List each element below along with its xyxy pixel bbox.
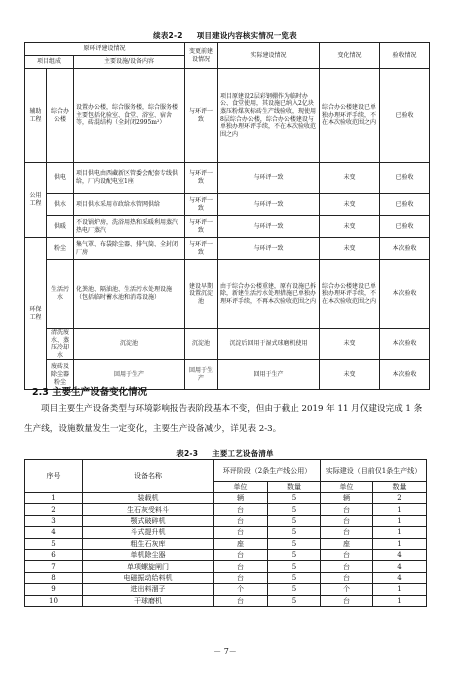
table-row — [25, 561, 427, 572]
row-office-change: 综合办公楼建设已单独办理环评手续，不在本次验收范围之内 — [320, 69, 380, 163]
equipment-unit1: 座 — [214, 538, 268, 549]
equipment-name: 单机除尘器 — [83, 549, 214, 560]
row-waste-accept: 本次验收 — [380, 360, 430, 390]
equipment-qty2: 1 — [373, 527, 427, 538]
equipment-qty1: 5 — [268, 561, 321, 572]
row-dust-actual: 与环评一致 — [218, 238, 320, 260]
row-sewage-build: 建设早期设置沉淀池 — [185, 260, 218, 329]
equipment-no: 3 — [25, 515, 83, 526]
row-dust-name: 粉尘 — [47, 238, 74, 260]
equipment-name: 干球磨机 — [83, 595, 214, 606]
equipment-qty2: 1 — [373, 515, 427, 526]
table-row — [25, 584, 427, 595]
equipment-qty1: 5 — [268, 504, 321, 515]
header-actual: 实际建设情况 — [218, 43, 320, 69]
table-row — [25, 515, 427, 526]
equipment-qty1: 5 — [268, 527, 321, 538]
project-content-table — [24, 42, 430, 390]
equipment-unit2: 台 — [321, 595, 373, 606]
equipment-qty1: 5 — [268, 595, 321, 606]
equipment-unit1: 台 — [214, 549, 268, 560]
equipment-unit1: 个 — [214, 584, 268, 595]
header-change: 变化情况 — [320, 43, 380, 69]
row-dust-accept: 本次验收 — [380, 238, 430, 260]
equipment-qty1: 5 — [268, 515, 321, 526]
row-sewage-actual: 由于综合办公楼重建，原有设施已拆除，新建生活污水处理措施已单独办理环评手续，不再本次验收范围之内 — [218, 260, 320, 329]
row-water-accept: 已验收 — [380, 194, 430, 216]
header-name: 设备名称 — [83, 460, 214, 493]
equipment-qty1: 5 — [268, 538, 321, 549]
equipment-qty2: 4 — [373, 549, 427, 560]
header-accept: 验收情况 — [380, 43, 430, 69]
equipment-qty2: 1 — [373, 595, 427, 606]
row-sewage-main: 化粪池、隔油池、生活污水处理设施（包括临时蓄水池和消毒设施） — [74, 260, 185, 329]
equipment-unit2: 辆 — [321, 493, 373, 504]
equipment-unit1: 台 — [214, 515, 268, 526]
group-aux: 辅助工程 — [25, 69, 47, 163]
row-waste-name: 废砖及除尘器粉尘 — [47, 360, 74, 390]
row-power-change: 未变 — [320, 163, 380, 194]
header-project-group: 项目组成 — [25, 56, 74, 69]
equipment-qty1: 5 — [268, 549, 321, 560]
row-dust-change: 未变 — [320, 238, 380, 260]
row-water-build: 与环评一致 — [185, 194, 218, 216]
page-number: － 7－ — [213, 647, 237, 656]
equipment-unit2: 台 — [321, 527, 373, 538]
row-wash-accept: 本次验收 — [380, 329, 430, 360]
row-water-name: 供水 — [47, 194, 74, 216]
row-wash-name: 清洗废水、蒸压冷却水 — [47, 329, 74, 360]
header-qty-actual: 数量 — [373, 482, 427, 493]
table-row — [25, 572, 427, 583]
equipment-table — [24, 459, 427, 607]
table2-caption-title: 主要工艺设备清单 — [212, 449, 274, 458]
row-heat-accept: 已验收 — [380, 216, 430, 238]
header-eia-stage: 环评阶段（2条生产线公用） — [214, 460, 321, 482]
row-office-build: 与环评一致 — [185, 69, 218, 163]
equipment-name: 粗生石灰库 — [83, 538, 214, 549]
row-wash-actual: 沉淀后回用于湿式球磨机使用 — [218, 329, 320, 360]
equipment-no: 1 — [25, 493, 83, 504]
table-row — [25, 549, 427, 560]
equipment-qty2: 4 — [373, 561, 427, 572]
equipment-no: 7 — [25, 561, 83, 572]
row-power-name: 供电 — [47, 163, 74, 194]
group-public: 公用工程 — [25, 163, 47, 238]
section-heading: 2.3 主要生产设备变化情况 — [32, 387, 148, 398]
row-sewage-name: 生活污水 — [47, 260, 74, 329]
row-heat-main: 不设锅炉房，洗浴用热和采暖利用蒸汽热电厂蒸汽 — [74, 216, 185, 238]
header-unit-actual: 单位 — [321, 482, 373, 493]
equipment-name: 生石灰受料斗 — [83, 504, 214, 515]
row-office-accept: 已验收 — [380, 69, 430, 163]
equipment-qty2: 4 — [373, 572, 427, 583]
row-power-build: 与环评一致 — [185, 163, 218, 194]
equipment-table-body — [25, 493, 427, 607]
row-sewage-accept: 本次验收 — [380, 260, 430, 329]
table-row — [25, 538, 427, 549]
header-eia-group: 原环评建设情况 — [25, 43, 185, 56]
equipment-name: 进出料溜子 — [83, 584, 214, 595]
row-office-main: 设置办公楼，综合服务楼，综合服务楼主要包括化验室、食堂、浴室、宿舍等，砖混结构（全封闭2995m²） — [74, 69, 185, 163]
equipment-qty1: 5 — [268, 572, 321, 583]
equipment-unit2: 个 — [321, 584, 373, 595]
equipment-name: 电磁振动给料机 — [83, 572, 214, 583]
table1-caption — [0, 30, 450, 41]
equipment-no: 4 — [25, 527, 83, 538]
equipment-unit2: 台 — [321, 561, 373, 572]
row-waste-change: 未变 — [320, 360, 380, 390]
equipment-unit2: 台 — [321, 515, 373, 526]
equipment-name: 颚式破碎机 — [83, 515, 214, 526]
table2-caption — [0, 448, 450, 459]
equipment-unit1: 台 — [214, 561, 268, 572]
equipment-name: 装载机 — [83, 493, 214, 504]
equipment-qty1: 5 — [268, 493, 321, 504]
row-heat-actual: 与环评一致 — [218, 216, 320, 238]
equipment-unit1: 台 — [214, 504, 268, 515]
row-dust-main: 集气罩、布袋除尘器、排气筒、全封闭厂房 — [74, 238, 185, 260]
row-wash-main: 沉淀池 — [74, 329, 185, 360]
row-water-main: 项目供水采用市政给水管网供给 — [74, 194, 185, 216]
row-waste-actual: 回用于生产 — [218, 360, 320, 390]
equipment-no: 2 — [25, 504, 83, 515]
row-office-actual: 项目原建设2层彩钢棚作为临时办公、食堂使用，其设施已纳入2亿块蒸压粉煤灰标砖生产线验收，现使用8层综合办公楼，综合办公楼建设与单独办理环评手续，不在本次验收范围之内 — [218, 69, 320, 163]
equipment-qty1: 5 — [268, 584, 321, 595]
row-water-actual: 与环评一致 — [218, 194, 320, 216]
equipment-qty2: 1 — [373, 538, 427, 549]
row-sewage-change: 综合办公楼建设已单独办理环评手续，不在本次验收范围之内 — [320, 260, 380, 329]
row-heat-name: 供暖 — [47, 216, 74, 238]
equipment-unit1: 辆 — [214, 493, 268, 504]
equipment-name: 斗式提升机 — [83, 527, 214, 538]
header-qty-eia: 数量 — [268, 482, 321, 493]
table1-caption-title: 项目建设内容核实情况一览表 — [196, 31, 297, 40]
equipment-name: 单项螺旋闸门 — [83, 561, 214, 572]
header-change-build: 变更前建设情况 — [185, 43, 218, 69]
row-waste-build: 回用于生产 — [185, 360, 218, 390]
equipment-unit2: 台 — [321, 572, 373, 583]
equipment-unit2: 台 — [321, 504, 373, 515]
header-main-content: 主要设施/设备内容 — [74, 56, 185, 69]
table2-caption-number: 表2-3 — [176, 449, 199, 458]
table-row — [25, 493, 427, 504]
row-power-actual: 与环评一致 — [218, 163, 320, 194]
header-unit-eia: 单位 — [214, 482, 268, 493]
table-row — [25, 595, 427, 606]
table-row — [25, 504, 427, 515]
row-water-change: 未变 — [320, 194, 380, 216]
row-power-accept: 已验收 — [380, 163, 430, 194]
equipment-unit1: 台 — [214, 572, 268, 583]
row-wash-build: 沉淀池 — [185, 329, 218, 360]
table-row — [25, 527, 427, 538]
group-env: 环保工程 — [25, 238, 47, 390]
row-wash-change: 未变 — [320, 329, 380, 360]
row-heat-change: 未变 — [320, 216, 380, 238]
equipment-qty2: 2 — [373, 493, 427, 504]
row-office-name: 综合办公楼 — [47, 69, 74, 163]
header-actual-build: 实际建设（目前仅1条生产线） — [321, 460, 427, 482]
equipment-qty2: 1 — [373, 504, 427, 515]
equipment-qty2: 1 — [373, 584, 427, 595]
equipment-unit1: 台 — [214, 527, 268, 538]
row-power-main: 项目供电由西藏新区管委会配套专线供给，厂内设配电室1座 — [74, 163, 185, 194]
equipment-no: 9 — [25, 584, 83, 595]
section-paragraph: 项目主要生产设备类型与环境影响报告表阶段基本不变，但由于截止 2019 年 11 月仅建设完成 1 条生产线，设施数量发生一定变化，主要生产设备减少，详见表 2-3。 — [24, 404, 423, 434]
header-no: 序号 — [25, 460, 83, 493]
equipment-unit2: 座 — [321, 538, 373, 549]
equipment-no: 6 — [25, 549, 83, 560]
equipment-no: 10 — [25, 595, 83, 606]
equipment-no: 8 — [25, 572, 83, 583]
table1-caption-number: 续表2-2 — [153, 31, 183, 40]
equipment-unit1: 台 — [214, 595, 268, 606]
equipment-no: 5 — [25, 538, 83, 549]
row-dust-build: 与环评一致 — [185, 238, 218, 260]
row-waste-main: 回用于生产 — [74, 360, 185, 390]
row-heat-build: 与环评一致 — [185, 216, 218, 238]
equipment-unit2: 台 — [321, 549, 373, 560]
